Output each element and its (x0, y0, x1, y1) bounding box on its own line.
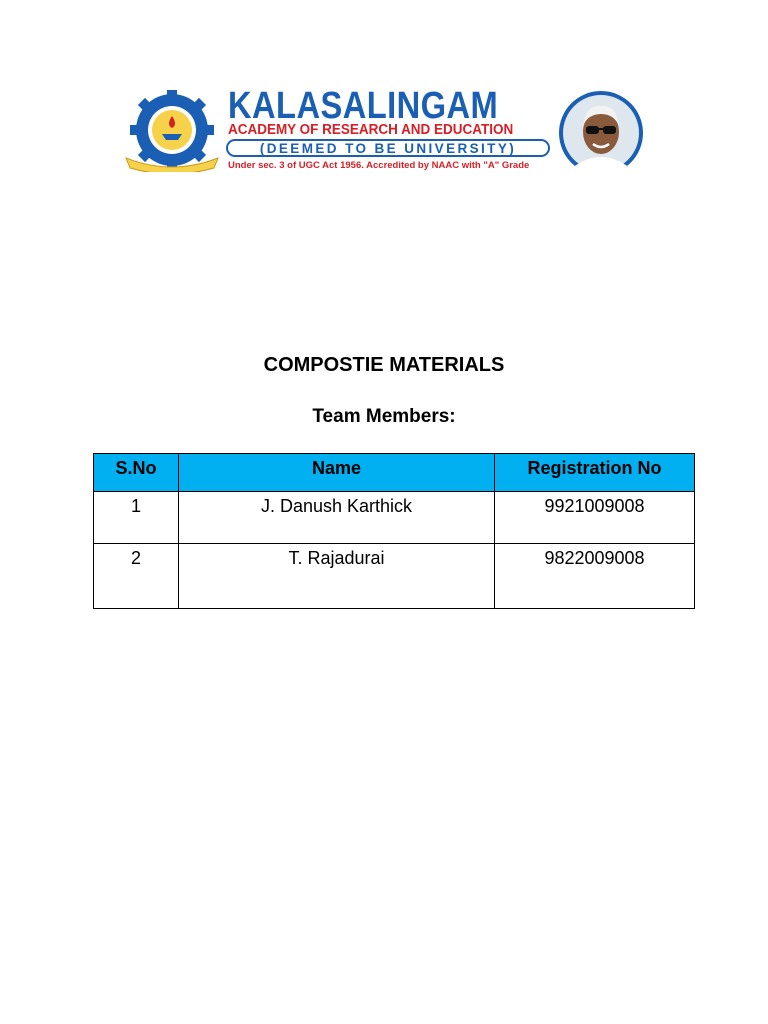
deemed-status: (DEEMED TO BE UNIVERSITY) (226, 139, 550, 157)
founder-portrait-icon (558, 90, 644, 176)
cell-registration: 9822009008 (495, 544, 695, 609)
cell-sno: 1 (94, 492, 179, 544)
cell-sno: 2 (94, 544, 179, 609)
university-banner (122, 86, 646, 178)
column-header-registration: Registration No (495, 454, 695, 492)
university-name: KALASALINGAM (228, 85, 499, 127)
document-title: COMPOSTIE MATERIALS (263, 354, 505, 376)
team-members-table (93, 453, 695, 609)
cell-registration: 9921009008 (495, 492, 695, 544)
university-wordmark (226, 86, 556, 178)
university-seal-icon (122, 88, 222, 172)
column-header-sno: S.No (94, 454, 179, 492)
table-row (94, 544, 695, 609)
team-members-heading: Team Members: (312, 406, 456, 427)
cell-name: J. Danush Karthick (179, 492, 495, 544)
accreditation-line: Under sec. 3 of UGC Act 1956. Accredited by NAAC with "A" Grade (228, 160, 530, 171)
column-header-name: Name (179, 454, 495, 492)
table-row (94, 492, 695, 544)
table-header-row (94, 454, 695, 492)
university-subtitle: ACADEMY OF RESEARCH AND EDUCATION (228, 122, 514, 138)
cell-name: T. Rajadurai (179, 544, 495, 609)
